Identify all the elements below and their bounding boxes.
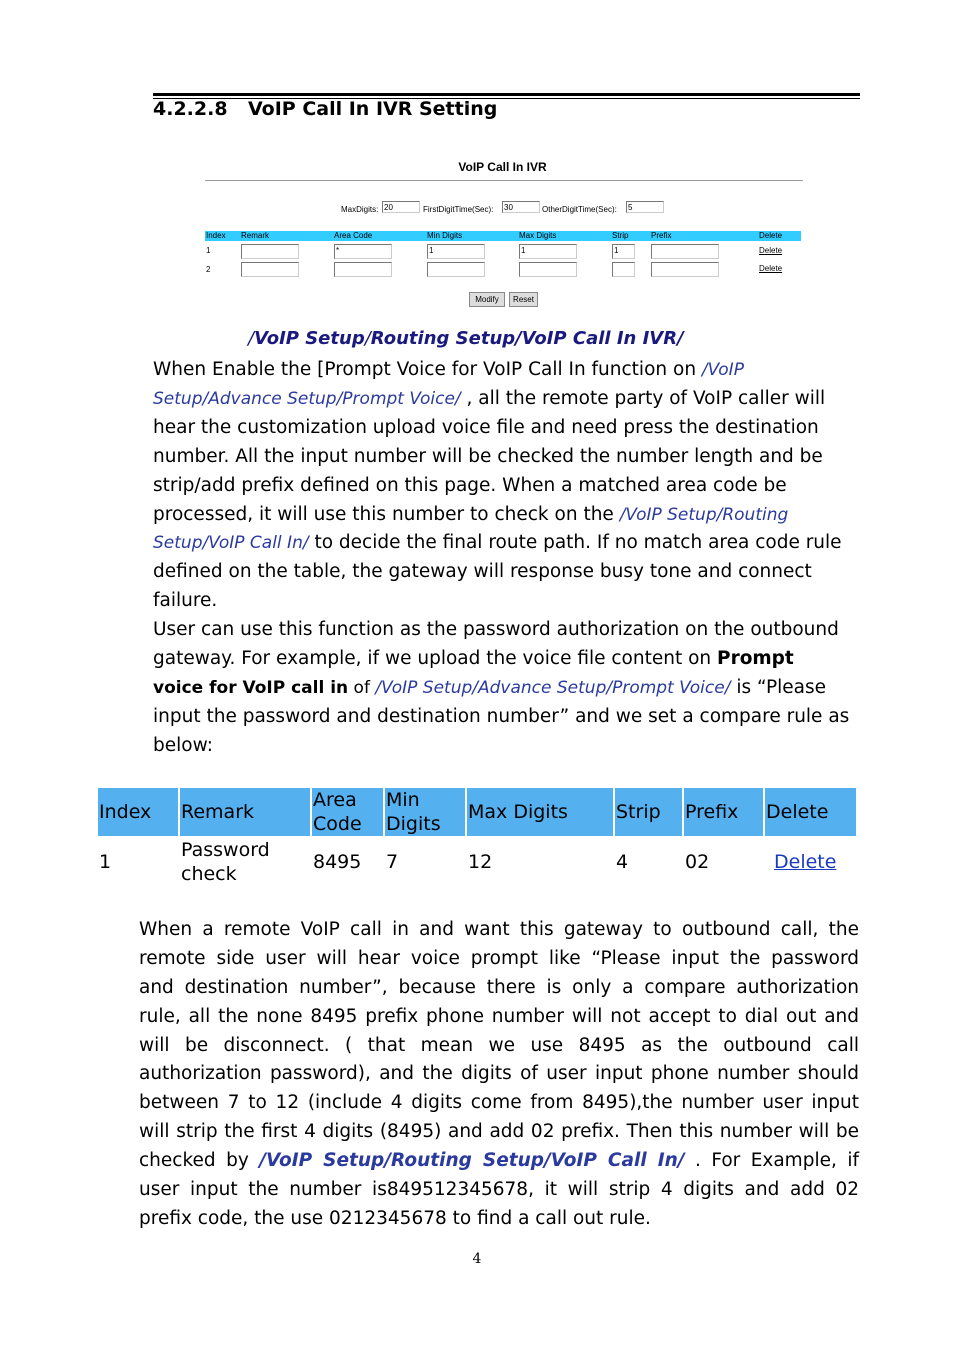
row1-index: 1 — [206, 246, 211, 255]
th-min-line2: Digits — [386, 813, 441, 835]
voip-call-in-link-part2[interactable]: Setup/VoIP Call In/ — [153, 533, 309, 554]
p3-line9 — [139, 1147, 859, 1176]
th-delete — [765, 788, 856, 836]
th-min-line1: Min — [386, 789, 420, 811]
caption-slash-2: / — [364, 328, 371, 349]
col-max-digits: Max Digits — [519, 231, 557, 240]
max-digits-label: MaxDigits: — [341, 205, 379, 214]
row2-area-code-input[interactable] — [334, 262, 392, 277]
screenshot-title-rule — [205, 180, 803, 181]
caption-slash: / — [248, 328, 255, 349]
row1-area-code-input[interactable]: * — [334, 244, 392, 259]
voip-call-in-link-part1[interactable]: /VoIP Setup/Routing — [619, 504, 789, 525]
page-number: 4 — [472, 1251, 482, 1267]
p3-line7: between 7 to 12 (include 4 digits come from 8495),the number user input — [139, 1092, 859, 1114]
p1-line6 — [153, 501, 842, 530]
figure-caption — [248, 328, 684, 349]
voip-call-in-link[interactable]: /VoIP Setup/Routing Setup/VoIP Call In/ — [259, 1150, 685, 1172]
p1-line2 — [153, 385, 842, 414]
p1-text: processed, it will use this number to check on the — [153, 503, 620, 525]
row2-max-digits-input[interactable] — [519, 262, 577, 277]
reset-button[interactable]: Reset — [509, 292, 538, 307]
th-remark — [180, 788, 310, 836]
row1-min-digits-input[interactable]: 1 — [427, 244, 485, 259]
row1-delete-link[interactable]: Delete — [759, 246, 783, 255]
p3-line11: prefix code, the use 0212345678 to find a call out rule. — [139, 1207, 651, 1229]
p3-line10: user input the number is849512345678, it will strip 4 digits and add 02 — [139, 1179, 859, 1201]
row2-prefix-input[interactable] — [651, 262, 719, 277]
first-digit-time-input[interactable]: 30 — [502, 201, 540, 213]
td-remark-line1: Password — [181, 839, 270, 861]
th-min-digits — [385, 788, 465, 836]
th-strip-label: Strip — [616, 801, 661, 823]
td-max-digits: 12 — [468, 851, 493, 873]
max-digits-input[interactable]: 20 — [382, 201, 420, 213]
col-prefix: Prefix — [651, 231, 672, 240]
td-prefix: 02 — [685, 851, 710, 873]
p1-line4: number. All the input number will be checked the number length and be — [153, 445, 823, 467]
other-digit-time-label: OtherDigitTime(Sec): — [542, 205, 617, 214]
p2-line2 — [153, 645, 849, 674]
th-area-line2: Code — [313, 813, 362, 835]
screenshot-title: VoIP Call In IVR — [458, 160, 547, 174]
th-remark-label: Remark — [181, 801, 255, 823]
td-remark — [181, 838, 270, 886]
prompt-voice-link-part1[interactable]: /VoIP — [701, 360, 744, 380]
th-prefix-label: Prefix — [685, 801, 739, 823]
p2-text: of — [348, 677, 376, 698]
voip-call-in-ivr-screenshot — [200, 155, 805, 315]
first-digit-time-label: FirstDigitTime(Sec): — [423, 205, 494, 214]
prompt-voice-link-part2[interactable]: Setup/Advance Setup/Prompt Voice/ — [153, 388, 461, 409]
td-remark-line2: check — [181, 863, 237, 885]
p2-line4: input the password and destination number” and we set a compare rule as — [153, 705, 850, 727]
th-max-digits — [467, 788, 613, 836]
p3-line2: remote side user will hear voice prompt like “Please input the password — [139, 947, 859, 969]
row2-delete-link[interactable]: Delete — [759, 264, 783, 273]
other-digit-time-input[interactable]: 5 — [626, 201, 664, 213]
prompt-voice-term-part1: Prompt — [717, 647, 794, 669]
td-strip: 4 — [616, 851, 629, 873]
th-prefix — [684, 788, 763, 836]
modify-button[interactable]: Modify — [469, 292, 505, 307]
row1-remark-input[interactable] — [241, 244, 299, 259]
caption-part2: Routing Setup/VoIP Call In IVR/ — [370, 328, 684, 349]
screenshot-table-header — [205, 231, 801, 241]
p2-line3 — [153, 674, 849, 703]
th-min-digits-label — [386, 788, 441, 836]
col-min-digits: Min Digits — [427, 231, 463, 240]
p3-line5: will be disconnect. ( that mean we use 8495 as the outbound call — [139, 1034, 859, 1056]
section-heading — [153, 98, 497, 120]
p1-line1 — [153, 356, 842, 385]
row2-strip-input[interactable] — [612, 262, 635, 277]
td-min-digits: 7 — [386, 851, 399, 873]
p3-line4: rule, all the none 8495 prefix phone number will not accept to dial out and — [139, 1005, 859, 1027]
td-area-code: 8495 — [313, 851, 362, 873]
p1-line5: strip/add prefix defined on this page. When a matched area code be — [153, 474, 787, 496]
section-number: 4.2.2.8 — [153, 98, 228, 120]
p1-text: to decide the final route path. If no match area code rule — [308, 532, 842, 554]
heading-rule-thick — [153, 93, 860, 96]
p2-text: gateway. For example, if we upload the voice file content on — [153, 647, 718, 669]
th-strip — [615, 788, 682, 836]
p1-line8: defined on the table, the gateway will response busy tone and connect — [153, 561, 812, 583]
th-index-label: Index — [99, 801, 152, 823]
prompt-voice-link[interactable]: /VoIP Setup/Advance Setup/Prompt Voice/ — [375, 677, 731, 698]
paragraph-3 — [139, 916, 859, 1234]
row1-prefix-input[interactable] — [651, 244, 719, 259]
th-max-digits-label: Max Digits — [468, 801, 568, 823]
td-index: 1 — [99, 851, 112, 873]
th-delete-label: Delete — [766, 801, 829, 823]
p1-line3: hear the customization upload voice file and need press the destination — [153, 416, 819, 438]
p2-line5: below: — [153, 734, 213, 756]
p1-line9: failure. — [153, 590, 218, 612]
table-header-row — [98, 788, 856, 836]
p1-line7 — [153, 529, 842, 558]
row1-max-digits-input[interactable]: 1 — [519, 244, 577, 259]
th-area-code — [312, 788, 383, 836]
row2-index: 2 — [206, 265, 211, 274]
prompt-voice-term-part2: voice for VoIP call in — [153, 677, 349, 698]
p3-text: . For Example, if — [684, 1150, 859, 1172]
p2-text: is “Please — [730, 676, 827, 698]
p3-line6: authorization password), and the digits of user input phone number should — [139, 1063, 859, 1085]
caption-part1: VoIP Setup — [254, 328, 365, 349]
th-index — [98, 788, 178, 836]
p3-line3: and destination number”, because there is only a compare authorization — [139, 976, 859, 998]
p3-line1: When a remote VoIP call in and want this gateway to outbound call, the — [139, 919, 859, 940]
th-area-code-label — [313, 788, 362, 836]
p1-text: When Enable the [Prompt Voice for VoIP Call In function on — [153, 359, 702, 380]
p2-line1: User can use this function as the password authorization on the outbound — [153, 619, 839, 640]
col-area-code: Area Code — [334, 231, 373, 240]
row2-remark-input[interactable] — [241, 262, 299, 277]
p1-text: , all the remote party of VoIP caller will — [460, 387, 826, 409]
row2-min-digits-input[interactable] — [427, 262, 485, 277]
section-title: VoIP Call In IVR Setting — [248, 98, 498, 120]
col-index: Index — [206, 231, 226, 240]
col-delete: Delete — [759, 231, 783, 240]
paragraph-1 — [153, 356, 842, 616]
p3-text: checked by — [139, 1150, 260, 1172]
th-area-line1: Area — [313, 789, 357, 811]
td-delete-link[interactable]: Delete — [774, 851, 837, 873]
row1-strip-input[interactable]: 1 — [612, 244, 635, 259]
col-strip: Strip — [612, 231, 629, 240]
p3-line8: will strip the first 4 digits (8495) and add 02 prefix. Then this number will be — [139, 1121, 859, 1143]
col-remark: Remark — [241, 231, 270, 240]
paragraph-2 — [153, 616, 849, 761]
